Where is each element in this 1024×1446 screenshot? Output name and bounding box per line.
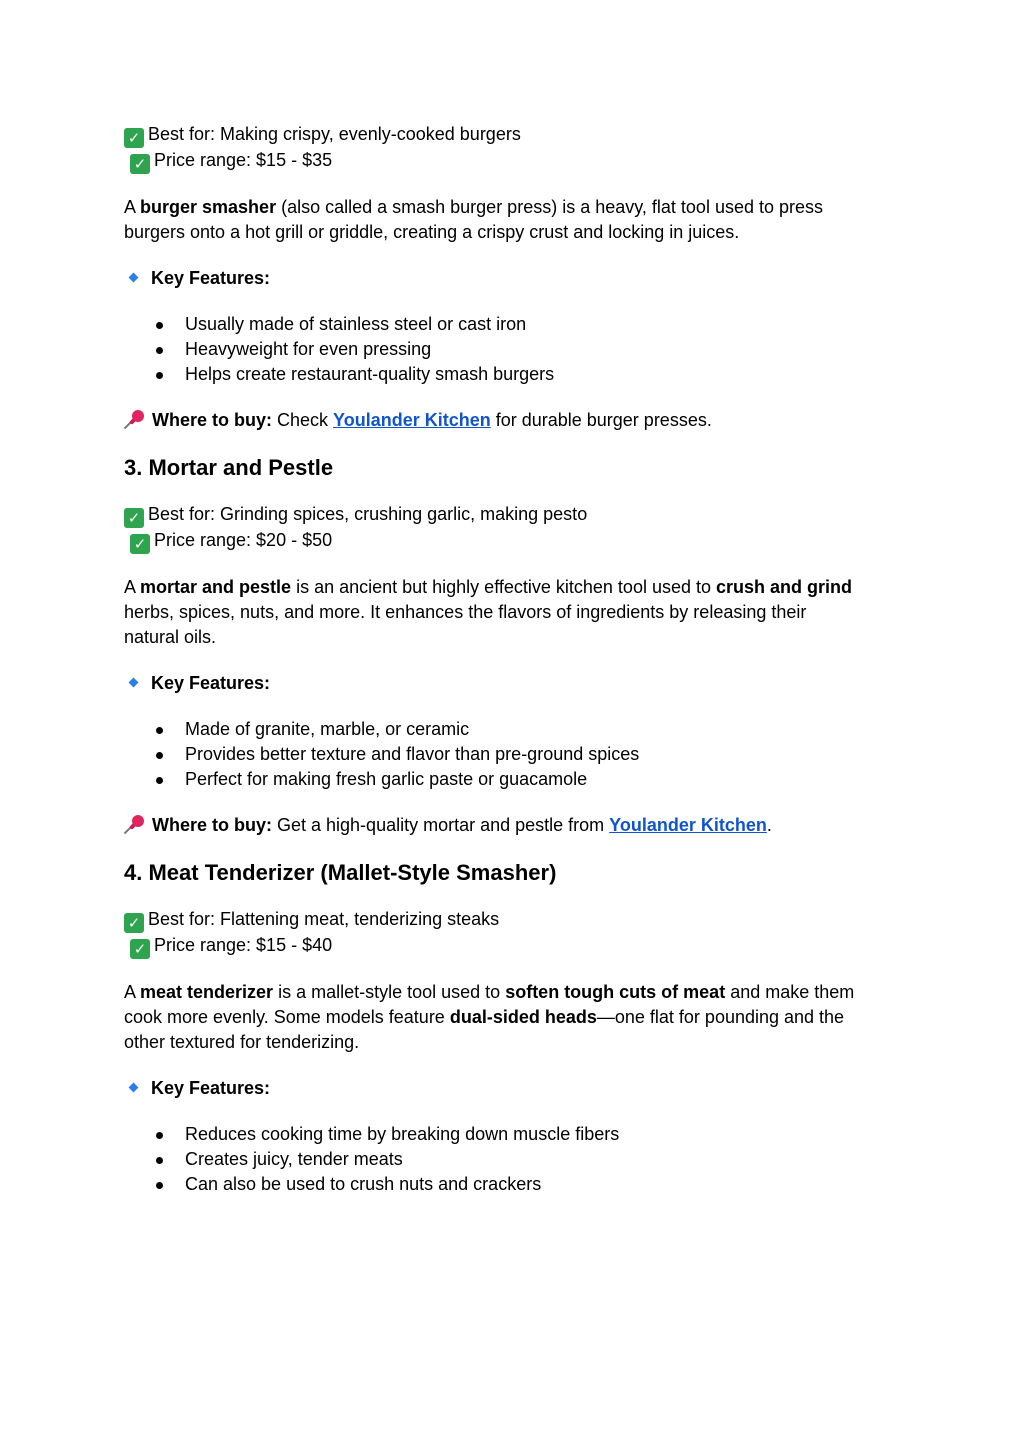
section3-description: A mortar and pestle is an ancient but highly effective kitchen tool used to crush and grind herbs, spices, nuts, and more. It enhances the flavors of ingredients by releasing their natural oils. [124, 577, 853, 647]
pushpin-icon [124, 409, 146, 429]
list-item: Helps create restaurant-quality smash burgers [124, 362, 904, 387]
blue-diamond-icon [129, 678, 139, 688]
blue-diamond-icon [129, 1083, 139, 1093]
where-to-buy: Where to buy: Check Youlander Kitchen for durable burger presses. [124, 408, 904, 433]
check-mark-icon: ✓ [130, 939, 150, 959]
key-features-heading: Key Features: [124, 266, 904, 291]
check-mark-icon: ✓ [124, 913, 144, 933]
document-page [124, 122, 904, 1218]
price-range-text: Price range: $20 - $50 [154, 530, 333, 550]
section4-summary [124, 907, 904, 959]
section3-summary [124, 502, 904, 554]
check-mark-icon: ✓ [130, 154, 150, 174]
section4-description: A meat tenderizer is a mallet-style tool used to soften tough cuts of meat and make them cook more evenly. Some models feature dual-sided heads—one flat for pounding and the other textured for tenderizing. [124, 982, 855, 1052]
feature-list [124, 717, 904, 792]
blue-diamond-icon [129, 273, 139, 283]
best-for-text: Best for: Making crispy, evenly-cooked burgers [148, 124, 521, 144]
feature-list [124, 312, 904, 387]
youlander-kitchen-link[interactable]: Youlander Kitchen [333, 410, 491, 430]
price-range-text: Price range: $15 - $35 [154, 150, 333, 170]
list-item: Reduces cooking time by breaking down muscle fibers [124, 1122, 904, 1147]
list-item: Usually made of stainless steel or cast iron [124, 312, 904, 337]
youlander-kitchen-link[interactable]: Youlander Kitchen [609, 815, 767, 835]
check-mark-icon: ✓ [124, 508, 144, 528]
best-for-text: Best for: Grinding spices, crushing garlic, making pesto [148, 504, 588, 524]
check-mark-icon: ✓ [130, 534, 150, 554]
key-features-heading: Key Features: [124, 671, 904, 696]
section2-description: A burger smasher (also called a smash burger press) is a heavy, flat tool used to press burgers onto a hot grill or griddle, creating a crispy crust and locking in juices. [124, 197, 824, 242]
list-item: Made of granite, marble, or ceramic [124, 717, 904, 742]
check-mark-icon: ✓ [124, 128, 144, 148]
list-item: Can also be used to crush nuts and crackers [124, 1172, 904, 1197]
section-heading: 3. Mortar and Pestle [124, 455, 334, 480]
best-for-text: Best for: Flattening meat, tenderizing steaks [148, 909, 500, 929]
list-item: Perfect for making fresh garlic paste or guacamole [124, 767, 904, 792]
price-range-text: Price range: $15 - $40 [154, 935, 333, 955]
list-item: Heavyweight for even pressing [124, 337, 904, 362]
section-heading: 4. Meat Tenderizer (Mallet-Style Smasher) [124, 860, 557, 885]
list-item: Creates juicy, tender meats [124, 1147, 904, 1172]
key-features-heading: Key Features: [124, 1076, 904, 1101]
pushpin-icon [124, 814, 146, 834]
feature-list [124, 1122, 904, 1197]
section2-summary [124, 122, 904, 174]
where-to-buy: Where to buy: Get a high-quality mortar and pestle from Youlander Kitchen. [124, 813, 904, 838]
list-item: Provides better texture and flavor than pre-ground spices [124, 742, 904, 767]
